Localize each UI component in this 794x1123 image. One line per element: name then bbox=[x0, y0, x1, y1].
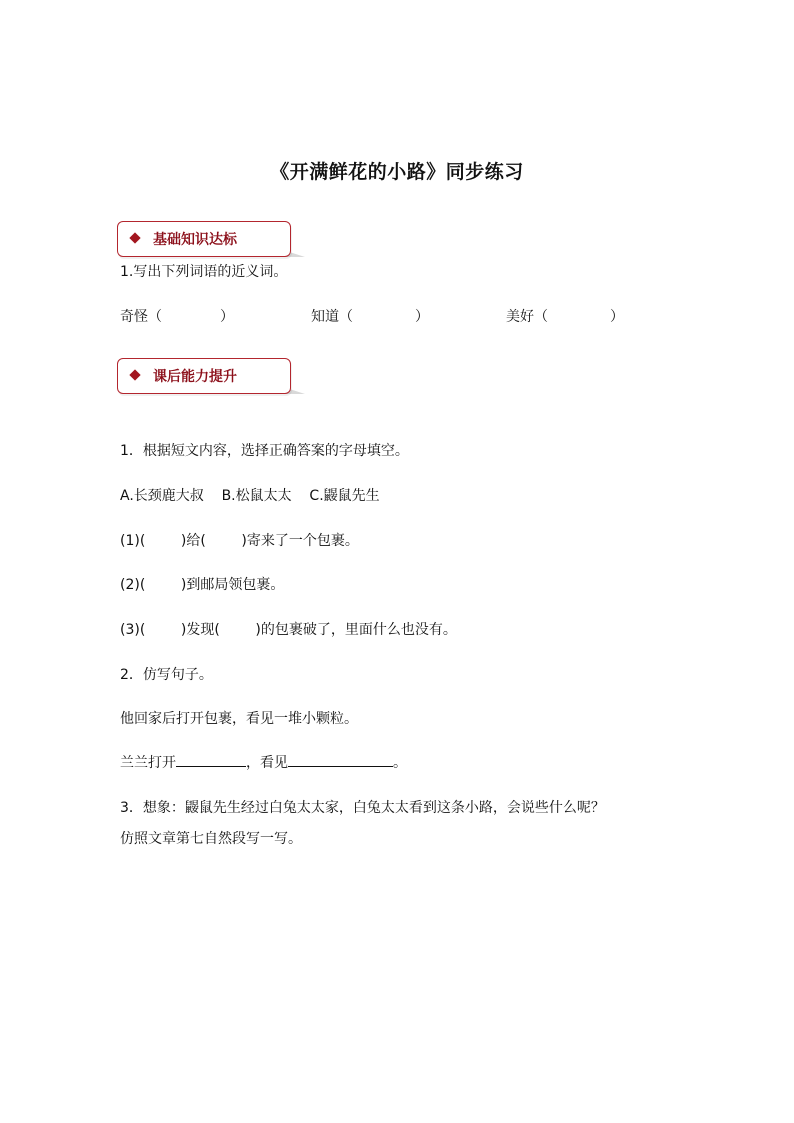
section-header-basic bbox=[117, 221, 307, 257]
fill-sentence-2: (2)( )到邮局领包裹。 bbox=[120, 577, 285, 593]
imitation-sentence bbox=[120, 752, 407, 772]
word-1-close: ） bbox=[220, 309, 234, 325]
imitation-part-a: 兰兰打开 bbox=[120, 755, 176, 771]
word-2: 知道（ bbox=[311, 309, 353, 325]
imitation-blank-1[interactable] bbox=[176, 754, 246, 767]
fill-sentence-3: (3)( )发现( )的包裹破了，里面什么也没有。 bbox=[120, 622, 457, 638]
section-label: 基础知识达标 bbox=[153, 232, 237, 248]
word-item-3 bbox=[506, 306, 624, 326]
imitation-part-b: ，看见 bbox=[246, 755, 288, 771]
question-basic-1: 1.写出下列词语的近义词。 bbox=[120, 264, 288, 280]
word-item-2 bbox=[311, 306, 429, 326]
question-adv-1: 1．根据短文内容，选择正确答案的字母填空。 bbox=[120, 443, 409, 459]
imitation-blank-2[interactable] bbox=[288, 754, 393, 767]
fill-sentence-1: (1)( )给( )寄来了一个包裹。 bbox=[120, 533, 359, 549]
word-1: 奇怪（ bbox=[120, 309, 162, 325]
section-label: 课后能力提升 bbox=[153, 369, 237, 385]
question-adv-3-line-1: 3．想象：鼹鼠先生经过白兔太太家，白兔太太看到这条小路，会说些什么呢？ bbox=[120, 800, 605, 816]
answer-options: A.长颈鹿大叔 B.松鼠太太 C.鼹鼠先生 bbox=[120, 488, 380, 504]
question-adv-3-line-2: 仿照文章第七自然段写一写。 bbox=[120, 831, 302, 847]
word-item-1 bbox=[120, 306, 234, 326]
page-title: 《开满鲜花的小路》同步练习 bbox=[270, 161, 524, 183]
word-2-close: ） bbox=[415, 309, 429, 325]
section-header-advanced bbox=[117, 358, 307, 394]
imitation-part-c: 。 bbox=[393, 755, 407, 771]
question-adv-2: 2．仿写句子。 bbox=[120, 667, 213, 683]
word-3: 美好（ bbox=[506, 309, 548, 325]
example-sentence: 他回家后打开包裹，看见一堆小颗粒。 bbox=[120, 711, 358, 727]
word-3-close: ） bbox=[610, 309, 624, 325]
